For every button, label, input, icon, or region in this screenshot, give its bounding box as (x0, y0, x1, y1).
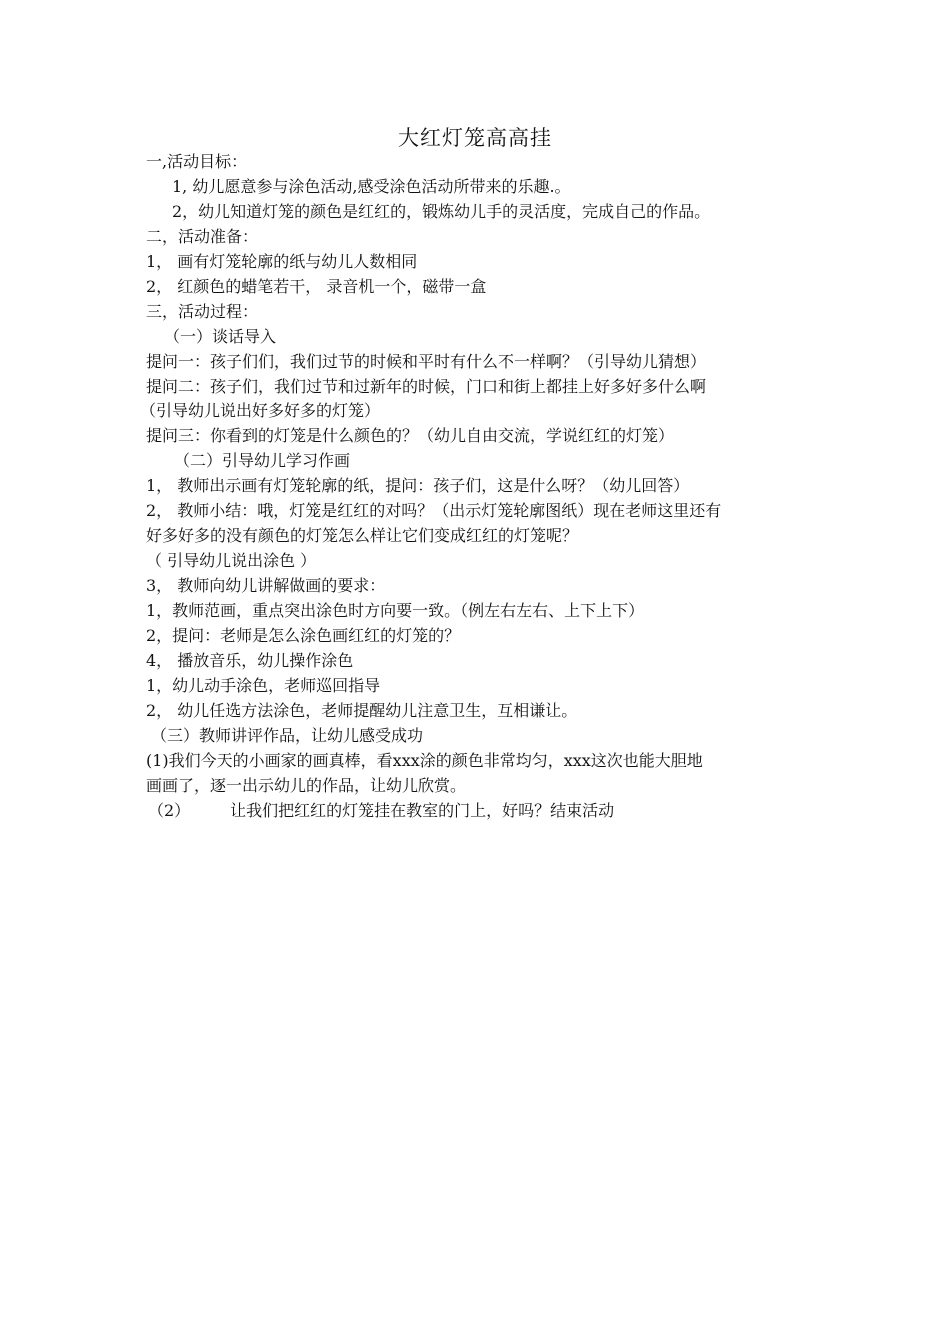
subsection-heading-intro: （一）谈话导入 (164, 327, 277, 346)
preparation-item-2: 2， 红颜色的蜡笔若干， 录音机一个，磁带一盒 (146, 277, 487, 296)
section-heading-preparation: 二，活动准备： (146, 227, 259, 246)
document-title: 大红灯笼高高挂 (398, 126, 552, 150)
section-heading-process: 三，活动过程： (146, 302, 259, 321)
drawing-step-1: 1， 教师出示画有灯笼轮廓的纸，提问：孩子们，这是什么呀？（幼儿回答） (146, 476, 690, 495)
drawing-step-2-guide: （ 引导幼儿说出涂色 ） (146, 551, 317, 570)
goal-item-1: 1, 幼儿愿意参与涂色活动,感受涂色活动所带来的乐趣.。 (172, 177, 571, 196)
drawing-step-4: 4， 播放音乐，幼儿操作涂色 (146, 651, 354, 670)
drawing-step-3-sub-2: 2，提问：老师是怎么涂色画红红的灯笼的？ (146, 626, 461, 645)
drawing-step-2-continued: 好多好多的没有颜色的灯笼怎么样让它们变成红红的灯笼呢？ (146, 526, 579, 545)
drawing-step-2: 2， 教师小结：哦，灯笼是红红的对吗？（出示灯笼轮廓图纸）现在老师这里还有 (146, 501, 722, 520)
drawing-step-3-sub-1: 1，教师范画，重点突出涂色时方向要一致。（例左右左右、上下上下） (146, 601, 645, 620)
preparation-item-1: 1， 画有灯笼轮廓的纸与幼儿人数相同 (146, 252, 418, 271)
drawing-step-4-sub-2: 2， 幼儿任选方法涂色，老师提醒幼儿注意卫生，互相谦让。 (146, 701, 578, 720)
question-2: 提问二：孩子们，我们过节和过新年的时候，门口和街上都挂上好多好多什么啊 (146, 377, 707, 396)
question-1: 提问一：孩子们们，我们过节的时候和平时有什么不一样啊？（引导幼儿猜想） (146, 352, 707, 371)
evaluation-item-2: （2） 让我们把红红的灯笼挂在教室的门上，好吗？结束活动 (148, 801, 615, 820)
subsection-heading-evaluation: （三）教师讲评作品，让幼儿感受成功 (151, 726, 424, 745)
question-3: 提问三：你看到的灯笼是什么颜色的？（幼儿自由交流，学说红红的灯笼） (146, 426, 675, 445)
evaluation-item-1: (1)我们今天的小画家的画真棒，看xxx涂的颜色非常均匀，xxx这次也能大胆地 (146, 751, 703, 770)
drawing-step-4-sub-1: 1，幼儿动手涂色，老师巡回指导 (146, 676, 381, 695)
subsection-heading-drawing: （二）引导幼儿学习作画 (174, 451, 351, 470)
section-heading-goals: 一,活动目标： (146, 152, 248, 171)
question-2-continued: （引导幼儿说出好多好多的灯笼） (140, 401, 381, 420)
evaluation-item-1-continued: 画画了，逐一出示幼儿的作品，让幼儿欣赏。 (146, 776, 467, 795)
goal-item-2: 2，幼儿知道灯笼的颜色是红红的，锻炼幼儿手的灵活度，完成自己的作品。 (172, 202, 711, 221)
drawing-step-3: 3， 教师向幼儿讲解做画的要求： (146, 576, 386, 595)
